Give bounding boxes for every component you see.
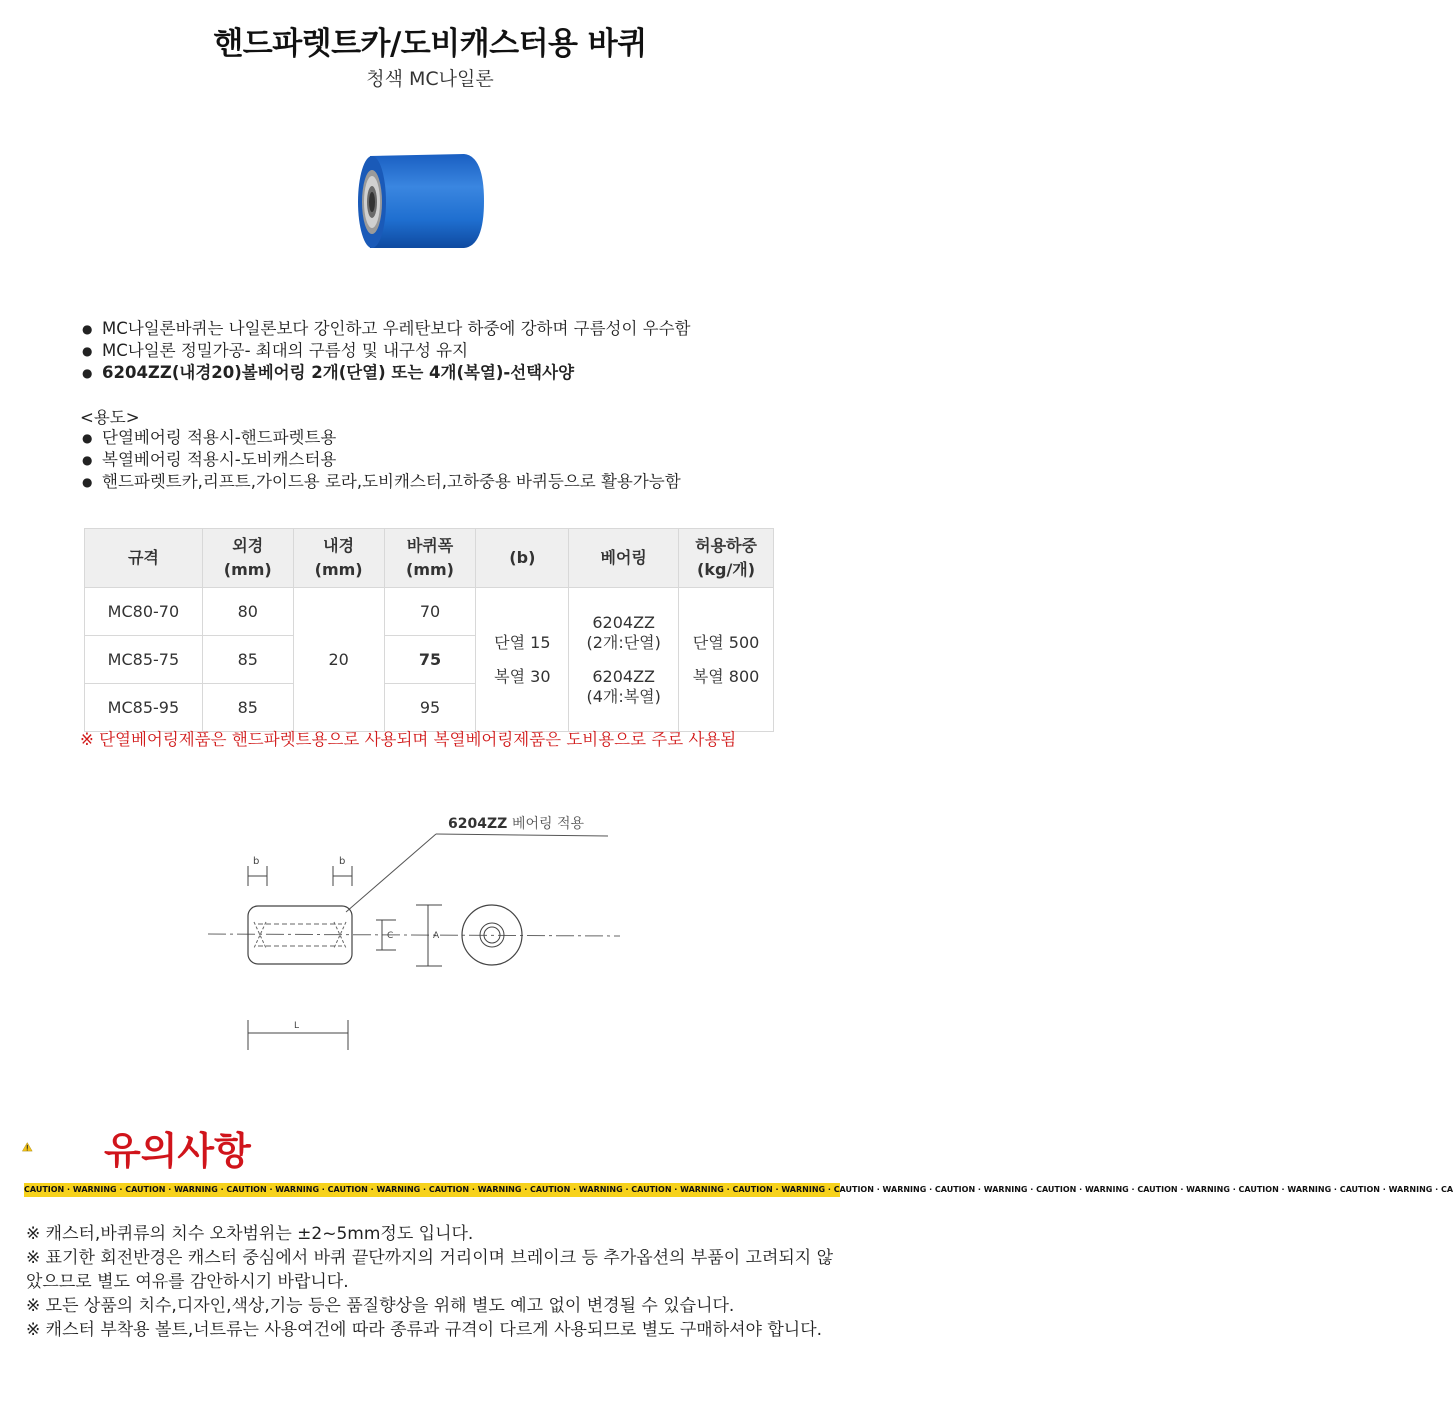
cell-spec: MC80-70 <box>85 588 203 636</box>
callout-text: 베어링 적용 <box>512 816 585 832</box>
table-header-row <box>85 529 774 588</box>
cell-spec: MC85-95 <box>85 684 203 732</box>
bearing-usage-note: ※ 단열베어링제품은 핸드파렛트용으로 사용되며 복열베어링제품은 도비용으로 주로 사용됨 <box>80 730 737 749</box>
dimension-diagram <box>200 808 640 1058</box>
cell-width: 70 <box>384 588 476 636</box>
label-c: C <box>387 931 394 941</box>
feature-item: ● MC나일론바퀴는 나일론보다 강인하고 우레탄보다 하중에 강하며 구름성이 우수함 <box>80 318 690 340</box>
cell-inner: 20 <box>293 588 384 732</box>
table-row <box>85 588 774 636</box>
label-b-left: b <box>253 856 260 867</box>
label-b-right: b <box>339 856 346 867</box>
label-a: A <box>433 931 440 941</box>
header-bearing: 베어링 <box>569 529 679 588</box>
feature-item: ● 6204ZZ(내경20)볼베어링 2개(단열) 또는 4개(복열)-선택사양 <box>80 362 690 384</box>
cell-width: 75 <box>384 636 476 684</box>
caution-tape: CAUTION · WARNING · CAUTION · WARNING · CAUTION · WARNING · CAUTION · WARNING · CAUTION · WARNING · CAUTION · WARNING · CAUTION · WARNING · CAUTION · WARNING · CAUTION · WARNING · CAUTION · WARNING · CAUTION · WARNING · CAUTION · WARNING · CAUTION · WARNING · CAUTION · WARNING · CA <box>24 1183 840 1197</box>
feature-list <box>80 318 690 384</box>
header-b: (b) <box>476 529 569 588</box>
cell-b: 단열 15 복열 30 <box>476 588 569 732</box>
cell-outer: 85 <box>202 684 293 732</box>
page-subtitle: 청색 MC나일론 <box>366 68 494 90</box>
header-width: 바퀴폭 (mm) <box>384 529 476 588</box>
note-item: ※ 캐스터 부착용 볼트,너트류는 사용여건에 따라 종류과 규격이 다르게 사용되므로 별도 구매하셔야 합니다. <box>26 1320 823 1340</box>
caution-heading: 유의사항 <box>104 1129 251 1173</box>
cell-spec: MC85-75 <box>85 636 203 684</box>
spec-table <box>84 528 774 732</box>
cell-outer: 80 <box>202 588 293 636</box>
callout-code: 6204ZZ <box>448 816 508 832</box>
header-load: 허용하중 (kg/개) <box>679 529 774 588</box>
cell-bearing: 6204ZZ (2개:단열) 6204ZZ (4개:복열) <box>569 588 679 732</box>
note-item: ※ 표기한 회전반경은 캐스터 중심에서 바퀴 끝단까지의 거리이며 브레이크 등 추가옵션의 부품이 고려되지 않았으므로 별도 여유를 감안하시기 바랍니다. <box>26 1248 834 1292</box>
label-l: L <box>294 1021 300 1031</box>
header-inner: 내경 (mm) <box>293 529 384 588</box>
feature-item: ● MC나일론 정밀가공- 최대의 구름성 및 내구성 유지 <box>80 340 690 362</box>
page-title: 핸드파렛트카/도비캐스터용 바퀴 <box>213 26 647 62</box>
usage-item: ● 단열베어링 적용시-핸드파렛트용 <box>80 427 681 449</box>
header-spec: 규격 <box>85 529 203 588</box>
usage-list <box>80 427 681 493</box>
header-outer: 외경 (mm) <box>202 529 293 588</box>
cell-outer: 85 <box>202 636 293 684</box>
cell-load: 단열 500 복열 800 <box>679 588 774 732</box>
warning-icon <box>22 1118 88 1176</box>
note-item: ※ 캐스터,바퀴류의 치수 오차범위는 ±2~5mm정도 입니다. <box>26 1224 474 1244</box>
usage-item: ● 핸드파렛트카,리프트,가이드용 로라,도비캐스터,고하중용 바퀴등으로 활용가능함 <box>80 471 681 493</box>
usage-heading: <용도> <box>80 408 140 427</box>
wheel-product-image <box>352 148 488 254</box>
caution-notes <box>26 1222 836 1342</box>
note-item: ※ 모든 상품의 치수,디자인,색상,기능 등은 품질향상을 위해 별도 예고 없이 변경될 수 있습니다. <box>26 1296 735 1316</box>
usage-item: ● 복열베어링 적용시-도비캐스터용 <box>80 449 681 471</box>
cell-width: 95 <box>384 684 476 732</box>
